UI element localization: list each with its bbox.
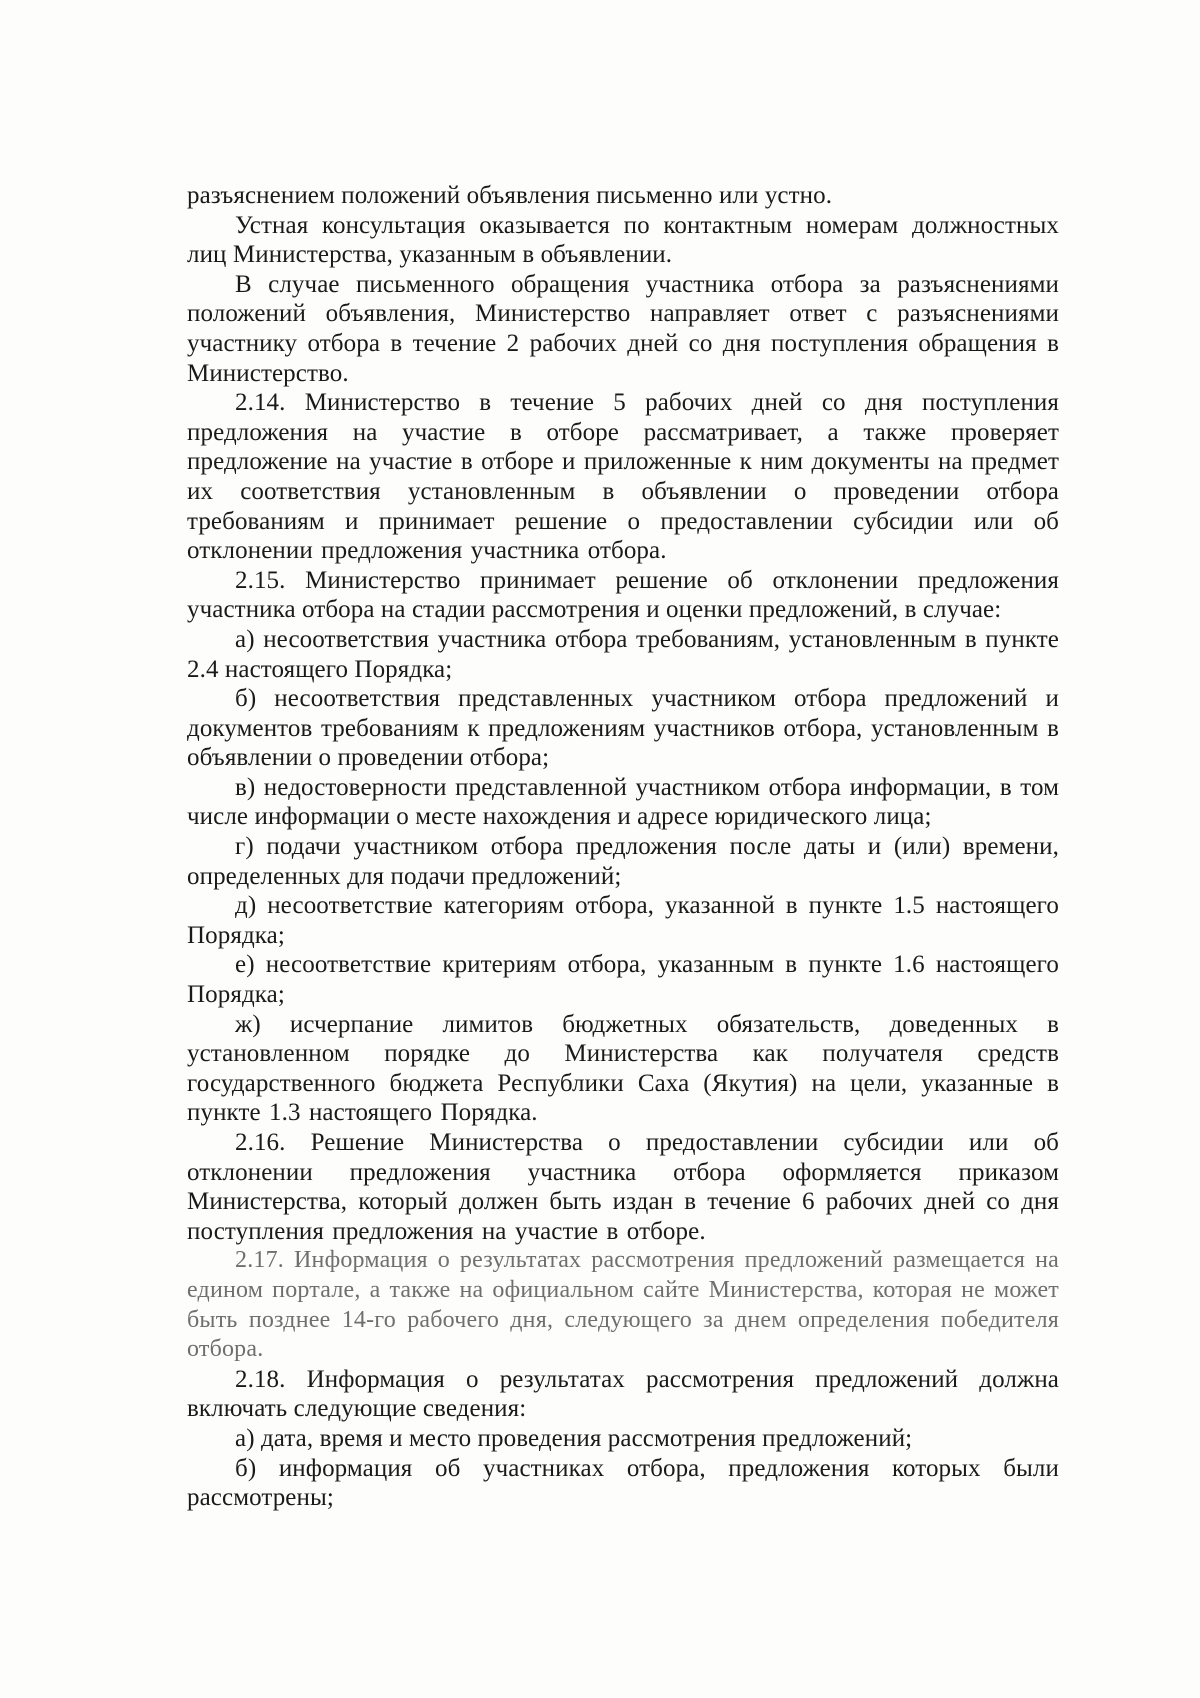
paragraph-2-17: 2.17. Информация о результатах рассмотрения предложений размещается на едином портале, а также на официальном сайте Министерства, которая не может быть позднее 14-го рабочего дня, следующего за днем определения победителя отбора. — [187, 1247, 1059, 1363]
list-item-d: д) несоответствие категориям отбора, указанной в пункте 1.5 настоящего Порядка; — [187, 892, 1059, 949]
paragraph-2-16: 2.16. Решение Министерства о предоставлении субсидии или об отклонении предложения участника отбора оформляется приказом Министерства, который должен быть издан в течение 6 рабочих дней со дня поступления предложения на участие в отборе. — [187, 1129, 1059, 1245]
paragraph-oral-consultation: Устная консультация оказывается по контактным номерам должностных лиц Министерства, указанным в объявлении. — [187, 211, 1059, 269]
list-item-b: б) несоответствия представленных участником отбора предложений и документов требованиям к предложениям участников отбора, установленным в объявлении о проведении отбора; — [187, 685, 1059, 772]
list-item-zh: ж) исчерпание лимитов бюджетных обязательств, доведенных в установленном порядке до Министерства как получателя средств государственного бюджета Республики Саха (Якутия) на цели, указанные в пункте 1.3 настоящего Порядка. — [187, 1010, 1059, 1127]
list-item-v: в) недостоверности представленной участником отбора информации, в том числе информации о месте нахождения и адресе юридического лица; — [187, 773, 1059, 831]
paragraph-continuation: разъяснением положений объявления письменно или устно. — [187, 182, 833, 209]
paragraph-written-request: В случае письменного обращения участника отбора за разъяснениями положений объявления, Министерство направляет ответ с разъяснениями участнику отбора в течение 2 рабочих дней со дня поступления обращения в Министерство. — [187, 270, 1059, 387]
list-item-2-18-a: а) дата, время и место проведения рассмотрения предложений; — [235, 1424, 913, 1452]
paragraph-2-18: 2.18. Информация о результатах рассмотрения предложений должна включать следующие сведения: — [187, 1365, 1059, 1423]
paragraph-2-15: 2.15. Министерство принимает решение об отклонении предложения участника отбора на стадии рассмотрения и оценки предложений, в случае: — [187, 566, 1059, 624]
list-item-e: е) несоответствие критериям отбора, указанным в пункте 1.6 настоящего Порядка; — [187, 951, 1059, 1009]
list-item-a: а) несоответствия участника отбора требованиям, установленным в пункте 2.4 настоящего Порядка; — [187, 625, 1059, 683]
document-body — [187, 181, 1059, 1513]
paragraph-2-14: 2.14. Министерство в течение 5 рабочих дней со дня поступления предложения на участие в отборе рассматривает, а также проверяет предложение на участие в отборе и приложенные к ним документы на предмет их соответствия установленным в объявлении о проведении отбора требованиям и принимает решение о предоставлении субсидии или об отклонении предложения участника отбора. — [187, 389, 1059, 565]
list-item-g: г) подачи участником отбора предложения после даты и (или) времени, определенных для подачи предложений; — [187, 833, 1059, 890]
list-item-2-18-b: б) информация об участниках отбора, предложения которых были рассмотрены; — [187, 1454, 1059, 1512]
